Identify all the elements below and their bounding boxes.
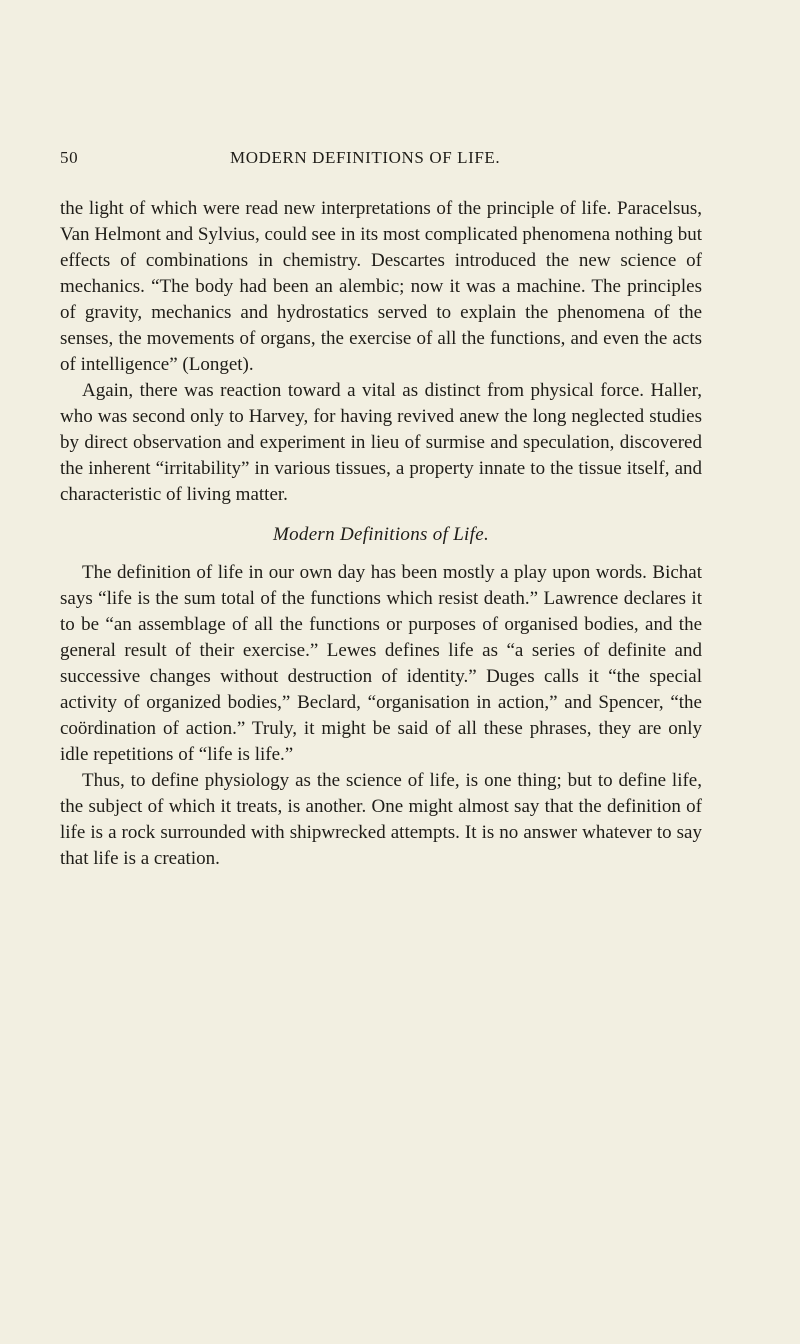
paragraph-physiology: Thus, to define physiology as the science of life, is one thing; but to define life, the subject of which it treats, is another. One might almost say that the definition of life is a rock surrounded with shipwrecked attempts. It is no answer whatever to say that life is a creation. bbox=[60, 770, 702, 869]
section-heading: Modern Definitions of Life. bbox=[272, 524, 490, 545]
running-head bbox=[60, 148, 702, 174]
paragraph-definitions: The definition of life in our own day has been mostly a play upon words. Bichat says “life is the sum total of the functions which resist death.” Lawrence declares it to be “an assemblage of all the functions or purposes of organised bodies, and the general result of their exercise.” Lewes defines life as “a series of definite and successive changes without destruction of identity.” Duges calls it “the special activity of organized bodies,” Beclard, “organisation in action,” and Spencer, “the coördination of action.” Truly, it might be said of all these phrases, they are only idle repetitions of “life is life.” bbox=[60, 562, 702, 765]
running-title: MODERN DEFINITIONS OF LIFE. bbox=[230, 148, 501, 167]
paragraph-haller: Again, there was reaction toward a vital as distinct from physical force. Haller, who was second only to Harvey, for having revived anew the long neglected studies by direct observation and experiment in lieu of surmise and speculation, discovered the inherent “irritability” in various tissues, a property innate to the tissue itself, and characteristic of living matter. bbox=[60, 380, 702, 505]
page-number: 50 bbox=[60, 148, 79, 167]
body-text bbox=[60, 196, 702, 872]
paragraph-continued: the light of which were read new interpretations of the principle of life. Paracelsus, Van Helmont and Sylvius, could see in its most complicated phenomena nothing but effects of combinations in chemistry. Descartes introduced the new science of mechanics. “The body had been an alembic; now it was a machine. The principles of gravity, mechanics and hydrostatics served to explain the phenomena of the senses, the movements of organs, the exercise of all the functions, and even the acts of intelligence” (Longet). bbox=[60, 198, 702, 375]
book-page bbox=[60, 148, 702, 872]
